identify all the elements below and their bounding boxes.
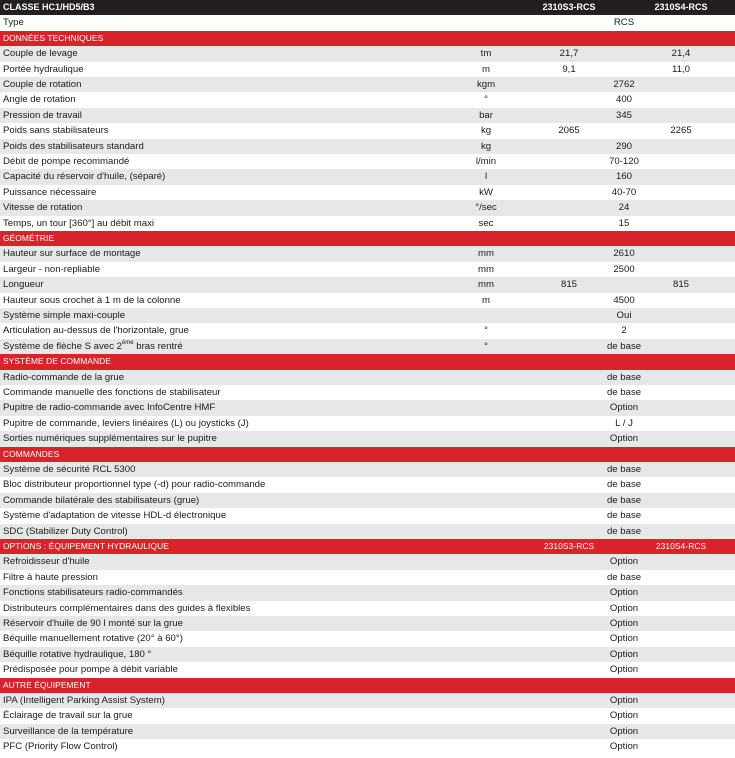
table-row: Commande manuelle des fonctions de stabilisateur de base	[0, 385, 735, 400]
section-title: AUTRE ÉQUIPEMENT	[3, 679, 91, 690]
row-label: Fonctions stabilisateurs radio-commandés	[3, 587, 183, 599]
table-row: Puissance nécessaire kW 40-70	[0, 185, 735, 200]
table-row: Pupitre de commande, leviers linéaires (L) ou joysticks (J) L / J	[0, 416, 735, 431]
row-label: Hauteur sur surface de montage	[3, 248, 141, 260]
row-label: IPA (Intelligent Parking Assist System)	[3, 695, 165, 706]
row-label: Longueur	[3, 279, 44, 291]
table-row: Vitesse de rotation °/sec 24	[0, 200, 735, 215]
row-label: Système d'adaptation de vitesse HDL-d électronique	[3, 510, 227, 522]
table-row: Filtre à haute pression de base	[0, 570, 735, 585]
table-row: Couple de rotation kgm 2762	[0, 77, 735, 92]
row-label: Poids sans stabilisateurs	[3, 125, 109, 137]
row-label: Angle de rotation	[3, 94, 76, 106]
row-label: Capacité du réservoir d'huile, (séparé)	[3, 171, 166, 183]
row-label: Couple de rotation	[3, 79, 82, 90]
table-row: PFC (Priority Flow Control) Option	[0, 739, 735, 754]
row-label: Couple de levage	[3, 48, 78, 60]
section-title: GÉOMÉTRIE	[3, 233, 55, 243]
table-row: Système simple maxi-couple Oui	[0, 308, 735, 323]
row-label: Largeur - non-repliable	[3, 263, 101, 275]
table-row: Longueur mm 815 815	[0, 277, 735, 292]
section-title: DONNÉES TECHNIQUES	[3, 32, 104, 43]
row-label: Hauteur sous crochet à 1 m de la colonne	[3, 294, 181, 306]
section-title: OPTIONS : ÉQUIPEMENT HYDRAULIQUE	[3, 541, 169, 551]
table-row: Éclairage de travail sur la grue Option	[0, 708, 735, 723]
section-header	[0, 678, 735, 693]
row-label: Articulation au-dessus de l'horizontale, grue	[3, 325, 189, 337]
table-row: Type RCS	[0, 15, 735, 30]
row-label: Réservoir d'huile de 90 l monté sur la grue	[3, 618, 183, 629]
row-label: Débit de pompe recommandé	[3, 156, 130, 167]
row-label: Système simple maxi-couple	[3, 310, 126, 321]
section-title: COMMANDES	[3, 448, 60, 459]
row-label: Pupitre de commande, leviers linéaires (L) ou joysticks (J)	[3, 417, 249, 429]
row-label: Pression de travail	[3, 109, 82, 121]
row-label: Temps, un tour [360°] au débit maxi	[3, 217, 155, 229]
table-row: Système de flèche S avec 2ème bras rentré ° de base	[0, 339, 735, 354]
row-label: Système de sécurité RCL 5300	[3, 464, 136, 475]
table-row: Poids sans stabilisateurs kg 2065 2265	[0, 123, 735, 138]
row-label: Type	[3, 17, 24, 29]
table-row: Prédisposée pour pompe à débit variable Option	[0, 662, 735, 677]
row-label: Refroidisseur d'huile	[3, 556, 90, 568]
section-header	[0, 354, 735, 369]
row-label: Surveillance de la température	[3, 725, 134, 737]
table-row: Débit de pompe recommandé l/min 70-120	[0, 154, 735, 169]
header-label: CLASSE HC1/HD5/B3	[3, 2, 95, 12]
table-row: SDC (Stabilizer Duty Control) de base	[0, 524, 735, 539]
table-row: Poids des stabilisateurs standard kg 290	[0, 139, 735, 154]
table-header: CLASSE HC1/HD5/B3 2310S3-RCS 2310S4-RCS	[0, 0, 735, 15]
section-header	[0, 447, 735, 462]
row-label: Prédisposée pour pompe à débit variable	[3, 664, 178, 676]
section-title: SYSTÈME DE COMMANDE	[3, 356, 111, 367]
table-row: Largeur - non-repliable mm 2500	[0, 262, 735, 277]
table-row: Distributeurs complémentaires dans des guides à flexibles Option	[0, 601, 735, 616]
table-row: Système de sécurité RCL 5300 de base	[0, 462, 735, 477]
row-label: Radio-commande de la grue	[3, 371, 125, 383]
row-label: Poids des stabilisateurs standard	[3, 140, 144, 152]
table-row: Béquille rotative hydraulique, 180 ° Option	[0, 647, 735, 662]
table-row: Hauteur sous crochet à 1 m de la colonne m 4500	[0, 293, 735, 308]
table-row: Commande bilatérale des stabilisateurs (grue) de base	[0, 493, 735, 508]
table-row: Fonctions stabilisateurs radio-commandés Option	[0, 585, 735, 600]
row-label: Portée hydraulique	[3, 63, 84, 75]
row-label: Commande manuelle des fonctions de stabilisateur	[3, 387, 221, 398]
table-row: Angle de rotation ° 400	[0, 92, 735, 107]
table-row: Portée hydraulique m 9,1 11,0	[0, 62, 735, 77]
row-label: Vitesse de rotation	[3, 202, 83, 214]
section-header: OPTIONS : ÉQUIPEMENT HYDRAULIQUE 2310S3-RCS 2310S4-RCS	[0, 539, 735, 554]
row-label: Filtre à haute pression	[3, 571, 98, 583]
row-label: Sorties numériques supplémentaires sur le pupitre	[3, 433, 217, 445]
table-row: Refroidisseur d'huile Option	[0, 554, 735, 569]
table-row: Système d'adaptation de vitesse HDL-d électronique de base	[0, 508, 735, 523]
table-row: Béquille manuellement rotative (20° à 60°) Option	[0, 631, 735, 646]
row-label: Système de flèche S avec 2ème bras rentré	[3, 339, 183, 352]
table-row: Couple de levage tm 21,7 21,4	[0, 46, 735, 61]
table-row: Bloc distributeur proportionnel type (-d) pour radio-commande de base	[0, 477, 735, 492]
row-label: Pupitre de radio-commande avec InfoCentre HMF	[3, 402, 216, 414]
row-label: Bloc distributeur proportionnel type (-d) pour radio-commande	[3, 479, 266, 491]
table-row: Capacité du réservoir d'huile, (séparé) l 160	[0, 169, 735, 184]
row-label: Éclairage de travail sur la grue	[3, 710, 133, 722]
table-row: IPA (Intelligent Parking Assist System) Option	[0, 693, 735, 708]
row-label: Béquille manuellement rotative (20° à 60°)	[3, 633, 183, 645]
row-label: Puissance nécessaire	[3, 186, 97, 198]
table-row: Hauteur sur surface de montage mm 2610	[0, 246, 735, 261]
table-row: Pression de travail bar 345	[0, 108, 735, 123]
table-row: Radio-commande de la grue de base	[0, 370, 735, 385]
table-row: Temps, un tour [360°] au débit maxi sec 15	[0, 216, 735, 231]
table-row: Réservoir d'huile de 90 l monté sur la grue Option	[0, 616, 735, 631]
section-header	[0, 231, 735, 246]
section-header	[0, 31, 735, 46]
table-row: Sorties numériques supplémentaires sur le pupitre Option	[0, 431, 735, 446]
row-label: PFC (Priority Flow Control)	[3, 741, 118, 753]
row-label: Distributeurs complémentaires dans des guides à flexibles	[3, 602, 251, 614]
row-label: Commande bilatérale des stabilisateurs (grue)	[3, 494, 200, 506]
row-label: SDC (Stabilizer Duty Control)	[3, 525, 128, 537]
row-label: Béquille rotative hydraulique, 180 °	[3, 648, 152, 660]
table-row: Surveillance de la température Option	[0, 724, 735, 739]
table-row: Articulation au-dessus de l'horizontale, grue ° 2	[0, 323, 735, 338]
table-row: Pupitre de radio-commande avec InfoCentre HMF Option	[0, 400, 735, 415]
